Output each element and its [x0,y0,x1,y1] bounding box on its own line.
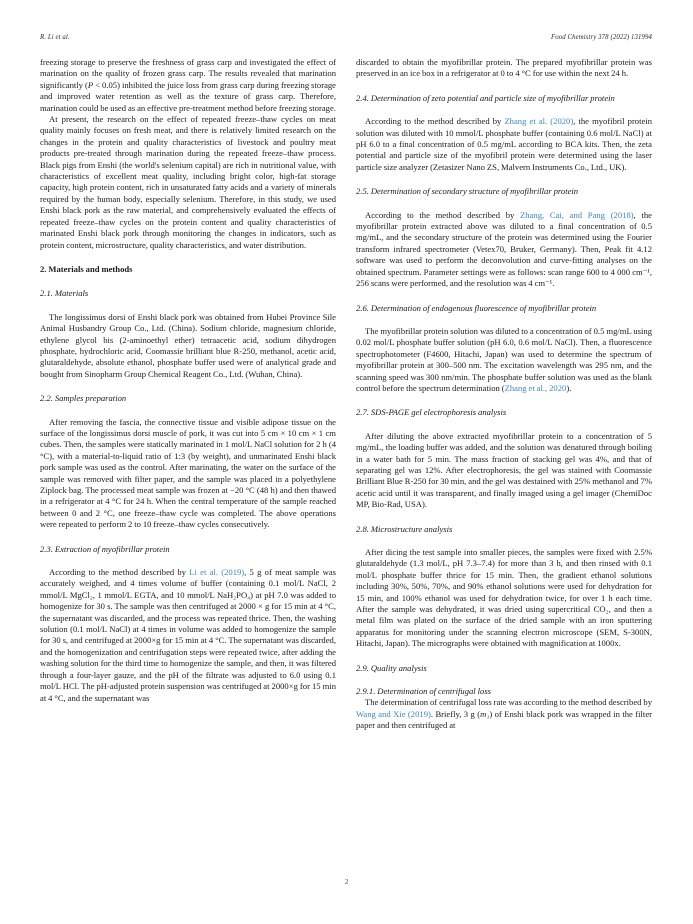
text-segment: discarded to obtain the myofibrillar protein. The prepared myofibrillar protein was preserved in an ice box in a refrigerator at 0 to 4 °C for use within the next 24 h. [356,57,652,79]
paragraph [356,697,652,731]
paragraph [356,57,652,80]
subsection-heading: 2.3. Extraction of myofibrillar protein [40,543,170,554]
paragraph [356,326,652,394]
left-column [40,57,336,732]
text-segment: ) of Enshi black pork was wrapped in the filter paper and then centrifuged at [356,708,652,731]
running-head [40,34,652,41]
two-column-body [40,57,652,732]
text-segment: After diluting the above extracted myofibrillar protein to a concentration of 5 mg/mL, the loading buffer was added, and the solution was denatured through boiling in a water bath for 5 min. The mass fraction of stacking gel was 4%, and that of separating gel was 12%. After electrophoresis, the gel was stained with Coomassie Brilliant Blue R-250 for 30 min, and the gel was destained with 25% methanol and 7% acetic acid until it was transparent, and finally imaged using a gel imager (ChemiDoc MP, Bio-Rad, USA). [356,430,652,510]
text-segment: < 0.05) inhibited the juice loss from grass carp during freezing storage and improved water retention as well as the texture of grass carp. Therefore, marination could be used as an effective pre-treatment method before freezing storage. [40,79,337,113]
citation-link[interactable]: Zhang et al. (2020) [504,116,574,127]
text-segment: ). [566,382,572,393]
subsection-heading: 2.5. Determination of secondary structure of myofibrillar protein [356,186,579,197]
paragraph [40,417,336,531]
citation-link[interactable]: Zhang et al., 2020 [504,382,567,393]
text-segment: The myofibrillar protein solution was diluted to a concentration of 0.5 mg/mL using 0.02 mol/L phosphate buffer solution (pH 6.0, 0.6 mol/L NaCl). Then, a fluorescence spectrophotometer (F4600, Hitachi, Japan) was used to determine the spectrum of myofibrillar protein at 300–500 nm. The excitation wavelength was 295 nm, and the scanning speed was 300 nm/min. The phosphate buffer solution was used as the blank control before the spectrum determination ( [356,325,652,393]
subsection-heading: 2.1. Materials [40,288,89,299]
text-segment: freezing storage to preserve the freshness of grass carp and investigated the effect of marination on the quality of frozen grass carp. The results revealed that marination significantly ( [40,57,336,90]
citation-link[interactable]: Li et al. (2019) [189,567,245,578]
text-segment: , 5 g of meat sample was accurately weighed, and 4 times volume of buffer (containing 0.1 mol/L NaCl, 2 mmol/L MgCl₂, 1 mmol/L EGTA, and 10 mmol/L NaH₂PO₄) at pH 7.0 was added to homogenize for 30 s. The sample was then centrifuged at 2000 × g for 15 min at 4 °C, the supernatant was discarded, and the process was repeated thrice. Then, the washing solution (0.1 mol/L NaCl) at 4 times in volume was added to homogenize the sample for 30 s, and centrifuged at 2000×g for 15 min at 4 °C. The supernatant was discarded, and the homogenization and centrifugation steps were repeated twice, after adding the washing solution for the third time to homogenize the sample, and then, it was filtered through a four-layer gauze, and the pH of the filtrate was adjusted to 6.0 using 0.1 mol/L HCl. The pH-adjusted protein suspension was centrifuged at 2000×g for 15 min at 4 °C, and the supernatant was [40,567,336,703]
section-heading: 2. Materials and methods [40,263,133,274]
text-segment: , the myofibril protein solution was diluted with 10 mmol/L phosphate buffer (containing 0.6 mol/L NaCl) at pH 6.0 to a final concentration of 0.5 mg/mL according to BCA kits. Then, the zeta potential and particle size of the myofibril protein were determined using the laser particle size analyzer (Zetasizer Nano ZS, Malvern Instruments Co., Ltd., UK). [356,116,652,172]
running-head-journal: Food Chemistry 378 (2022) 131994 [551,34,652,41]
text-segment: After removing the fascia, the connective tissue and visible adipose tissue on the surface of the longissimus dorsi muscle of pork, it was cut into 5 cm × 10 cm × 1 cm cubes. Then, the samples were statically marinated in 1 mol/L NaCl solution for 2 h (4 °C), with a material-to-liquid ratio of 1:3 (by weight), and unmarinated Enshi black pork sample was used as the control. After marinating, the water on the surface of the sample was removed with filter paper, and the sample was placed in a polyethylene Ziplock bag. The processed meat sample was frozen at −20 °C (48 h) and then thawed in a refrigerator at 4 °C for 24 h. When the central temperature of the sample reached between 0 and 2 °C, one freeze–thaw cycle was completed. The above operations were repeated to perform 2 to 10 freeze–thaw cycles consecutively. [40,416,336,530]
text-segment: The longissimus dorsi of Enshi black pork was obtained from Hubei Province Sile Animal Husbandry Group Co., Ltd. (China). Sodium chloride, magnesium chloride, ethylene glycol bis (2-aminoethyl ether) tetraacetic acid, sodium dihydrogen phosphate, hydrochloric acid, Coomassie brilliant blue R-250, methanol, acetic acid, glutaraldehyde, absolute ethanol, phosphate buffer used were of analytical grade and bought from Sinopharm Group Chemical Reagent Co., Ltd. (Wuhan, China). [40,311,336,379]
text-segment: According to the method described by [365,209,521,220]
subsection-heading: 2.4. Determination of zeta potential and particle size of myofibrillar protein [356,92,615,103]
subsection-heading: 2.8. Microstructure analysis [356,523,453,534]
text-segment: The determination of centrifugal loss rate was according to the method described by [365,697,652,708]
italic-text: m₁ [480,708,490,719]
right-column [356,57,652,732]
text-segment: After dicing the test sample into smaller pieces, the samples were fixed with 2.5% glutaraldehyde (1.3 mol/L, pH 7.3–7.4) for more than 3 h, and then rinsed with 0.1 mol/L phosphate buffer thrice for 15 min. Then, the gradient ethanol solutions including 30%, 50%, 70%, and 90% ethanol solutions were used for dehydration for 15 min, and 100% ethanol was used for dehydration twice, for over 1 h each time. After the sample was dehydrated, it was dried using supercritical CO₂, and then a metal film was plated on the surface of the dried sample with an iron sputtering apparatus for monitoring under the scanning electron microscope (SEM, S-300N, Hitachi, Japan). The micrographs were obtained with magnification at 1000x. [356,547,652,649]
page-number: 2 [344,878,349,886]
paragraph [40,312,336,380]
italic-text: P [87,79,94,90]
text-segment: , the myofibrillar protein extracted above was diluted to a final concentration of 0.5 mg/mL, and the secondary structure of the protein was determined using the Fourier transform infrared spectrometer (Vetex70, Bruker, Germany). Then, Peak fit 4.12 software was used to perform the deconvolution and curve-fitting analyses on the obtained spectrum. Parameter settings were as follows: scan range 600 to 4 000 cm⁻¹, 256 scans were performed, and the resolution was 4 cm⁻¹. [356,209,652,289]
subsection-heading: 2.2. Samples preparation [40,393,127,404]
paragraph [40,114,336,251]
citation-link[interactable]: Zhang, Cai, and Pang (2018) [520,209,634,220]
subsection-heading: 2.9.1. Determination of centrifugal loss [356,686,492,697]
subsection-heading: 2.9. Quality analysis [356,662,427,673]
paragraph [40,567,336,704]
text-segment: According to the method described by [49,567,190,578]
subsection-heading: 2.6. Determination of endogenous fluorescence of myofibrillar protein [356,302,597,313]
paragraph [356,210,652,290]
running-head-authors: R. Li et al. [40,34,70,41]
subsection-heading: 2.7. SDS-PAGE gel electrophoresis analysis [356,407,507,418]
citation-link[interactable]: Wang and Xie (2019) [356,708,431,719]
paragraph [40,57,336,114]
paragraph [356,116,652,173]
paragraph [356,547,652,650]
text-segment: According to the method described by [365,116,505,127]
text-segment: At present, the research on the effect of repeated freeze–thaw cycles on meat quality mainly focuses on fresh meat, and there is relatively limited research on the changes in the protein and quality characteristics of livestock and poultry meat products pre-treated through marination during the repeated freeze–thaw process. Black pigs from Enshi (the world's selenium capital) are rich in nutritional value, with characteristics of excellent meat quality, including bright color, high-fat storage capacity, high protein content, rich in unsaturated fatty acids and a variety of minerals required by the human body, especially selenium. Therefore, in this study, we used Enshi black pork as the raw material, and comprehensively evaluated the effects of repeated freeze–thaw cycles on the protein content and quality characteristics of marinated Enshi black pork through monitoring the changes in indicators, such as protein content, microstructure, quality characteristics, and water distribution. [40,114,336,250]
text-segment: . Briefly, 3 g ( [430,708,481,719]
paragraph [356,431,652,511]
